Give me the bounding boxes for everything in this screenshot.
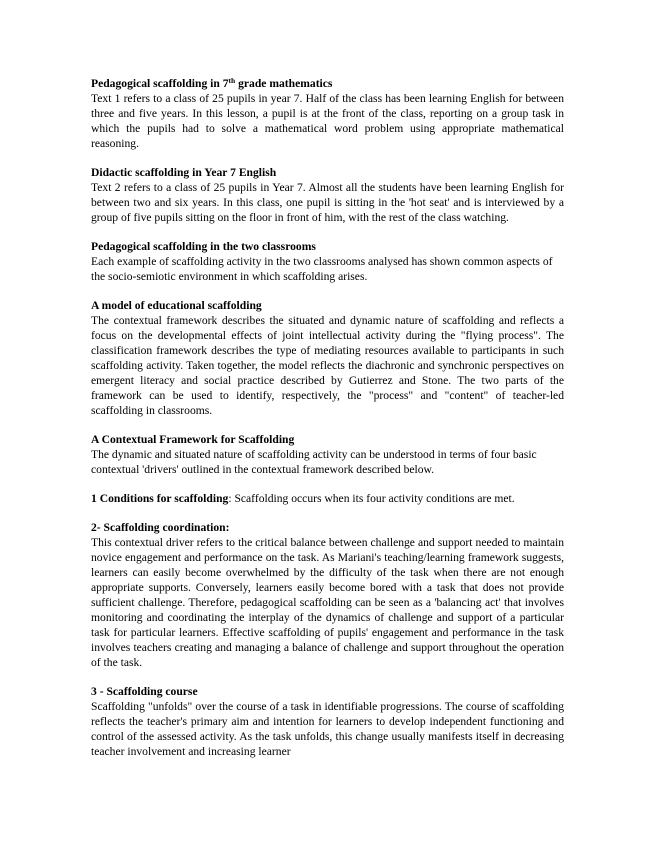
section-paragraph: The contextual framework describes the situated and dynamic nature of scaffolding and reflects a focus on the developmental effects of joint intellectual activity during the "flying process". The classification framework describes the type of mediating resources available to participants in such scaffolding activity. Taken together, the model reflects the diachronic and synchronic perspectives on emergent literacy and social practice described by Gutierrez and Stone. The two parts of the framework can be used to identify, respectively, the "process" and "content" of teacher-led scaffolding in classrooms. xyxy=(91,314,564,417)
section-conditions xyxy=(91,491,564,506)
section-paragraph: Each example of scaffolding activity in the two classrooms analysed has shown common aspects of the socio-semiotic environment in which scaffolding arises. xyxy=(91,255,553,283)
section-heading: A Contextual Framework for Scaffolding xyxy=(91,433,295,446)
section-paragraph: Text 2 refers to a class of 25 pupils in Year 7. Almost all the students have been learning English for between two and six years. In this class, one pupil is sitting in the 'hot seat' and is interviewed by a group of five pupils sitting on the floor in front of him, with the rest of the class watching. xyxy=(91,181,564,224)
section-heading: 2- Scaffolding coordination: xyxy=(91,521,230,534)
section-heading: Didactic scaffolding in Year 7 English xyxy=(91,166,277,179)
section-heading: 3 - Scaffolding course xyxy=(91,685,198,698)
heading-text: Pedagogical scaffolding in 7 xyxy=(91,77,229,90)
section-heading xyxy=(91,76,564,91)
section-paragraph: This contextual driver refers to the critical balance between challenge and support needed to maintain novice engagement and performance on the task. As Mariani's teaching/learning framework suggests, learners can easily become overwhelmed by the difficulty of the task when there are not enough appropriate supports. Conversely, learners easily become bored with a task that does not provide sufficient challenge. Therefore, pedagogical scaffolding can be seen as a 'balancing act' that involves monitoring and coordinating the interplay of the dynamics of challenge and support of a particular task for particular learners. Effective scaffolding of pupils' engagement and performance in the task involves teachers creating and managing a balance of challenge and support throughout the operation of the task. xyxy=(91,536,564,669)
section-course xyxy=(91,684,564,759)
section-paragraph xyxy=(91,491,564,506)
inline-text: : Scaffolding occurs when its four activity conditions are met. xyxy=(228,492,515,505)
section-two-classrooms xyxy=(91,239,564,284)
inline-heading: 1 Conditions for scaffolding xyxy=(91,492,229,505)
section-math xyxy=(91,76,564,151)
section-contextual-framework xyxy=(91,432,564,477)
section-coordination xyxy=(91,520,564,670)
section-heading: A model of educational scaffolding xyxy=(91,299,262,312)
heading-text: grade mathematics xyxy=(235,77,333,90)
section-english xyxy=(91,165,564,225)
heading-superscript: th xyxy=(228,76,236,85)
section-paragraph: Scaffolding "unfolds" over the course of a task in identifiable progressions. The course of scaffolding reflects the teacher's primary aim and intention for learners to develop independent functioning and control of the assessed activity. As the task unfolds, this change usually manifests itself in decreasing teacher involvement and increasing learner xyxy=(91,700,564,758)
section-heading: Pedagogical scaffolding in the two classrooms xyxy=(91,240,316,253)
section-paragraph: Text 1 refers to a class of 25 pupils in year 7. Half of the class has been learning English for between three and five years. In this lesson, a pupil is at the front of the class, reporting on a group task in which the pupils had to solve a mathematical word problem using appropriate mathematical reasoning. xyxy=(91,92,564,150)
section-model xyxy=(91,298,564,418)
section-paragraph: The dynamic and situated nature of scaffolding activity can be understood in terms of four basic contextual 'drivers' outlined in the contextual framework described below. xyxy=(91,448,537,476)
